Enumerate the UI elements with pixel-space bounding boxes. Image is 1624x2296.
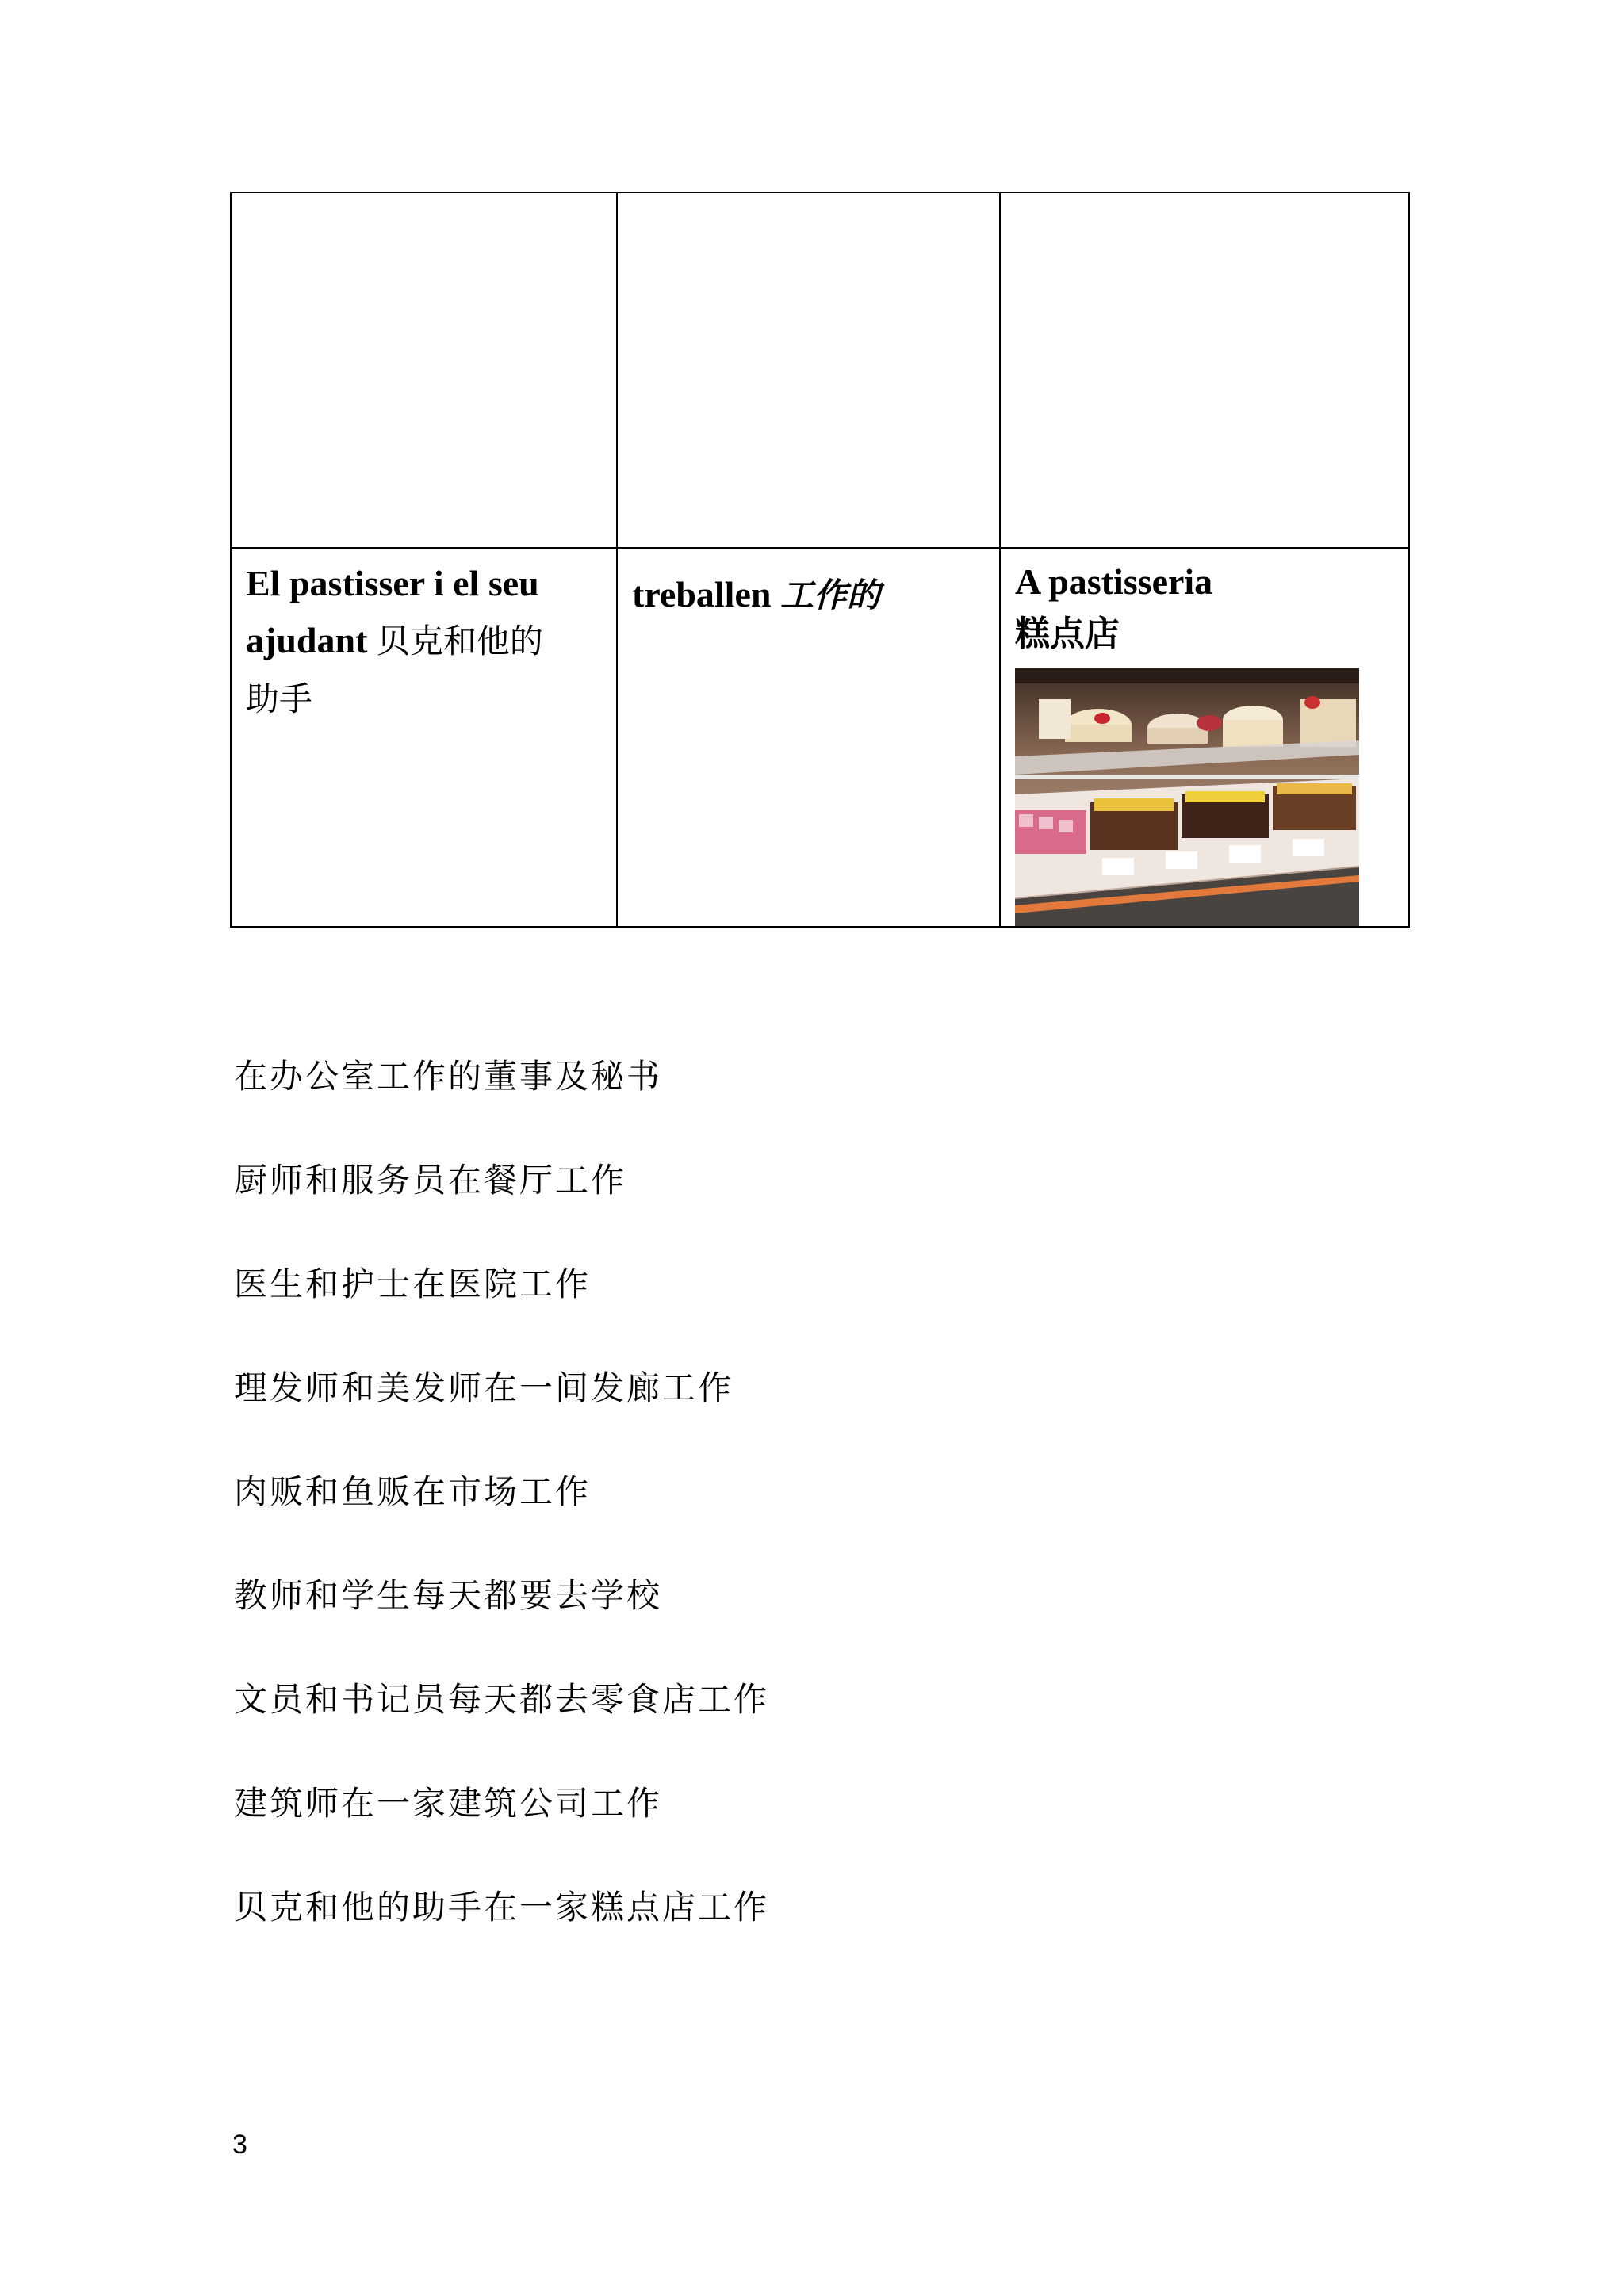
table-row-text — [231, 548, 1409, 927]
empty-image-cell-3 — [1000, 193, 1409, 548]
cell-treballen — [617, 548, 1000, 927]
sentence-list — [234, 1045, 769, 1980]
list-item: 教师和学生每天都要去学校 — [234, 1576, 663, 1615]
list-item: 肉贩和鱼贩在市场工作 — [234, 1472, 592, 1511]
list-item: 医生和护士在医院工作 — [234, 1265, 592, 1303]
cell3-title: A pastisseria — [1015, 561, 1213, 602]
cell1-latin-line1: El pastisser i el seu — [246, 563, 539, 603]
cell2-zh: 工作的 — [779, 576, 880, 614]
cell2-latin: treballen — [632, 574, 772, 614]
empty-image-cell-2 — [617, 193, 1000, 548]
table-row-images — [231, 193, 1409, 548]
list-item: 在办公室工作的董事及秘书 — [234, 1057, 663, 1096]
list-item: 建筑师在一家建筑公司工作 — [234, 1784, 663, 1823]
cell1-zh-line1: 贝克和他的 — [376, 622, 543, 660]
list-item: 理发师和美发师在一间发廊工作 — [234, 1368, 734, 1407]
cell-pastisseria — [1000, 548, 1409, 927]
page-number: 3 — [232, 2130, 247, 2160]
cell1-latin-line2: ajudant — [246, 620, 368, 660]
pastry-display-photo — [1015, 668, 1359, 926]
list-item: 贝克和他的助手在一家糕点店工作 — [234, 1888, 770, 1927]
cell3-subtitle: 糕点店 — [1015, 614, 1120, 654]
list-item: 文员和书记员每天都去零食店工作 — [234, 1680, 770, 1719]
empty-image-cell-1 — [231, 193, 617, 548]
list-item: 厨师和服务员在餐厅工作 — [234, 1161, 627, 1200]
cell1-zh-line2: 助手 — [246, 679, 313, 718]
vocabulary-table — [230, 192, 1410, 928]
cell-pastisser — [231, 548, 617, 927]
